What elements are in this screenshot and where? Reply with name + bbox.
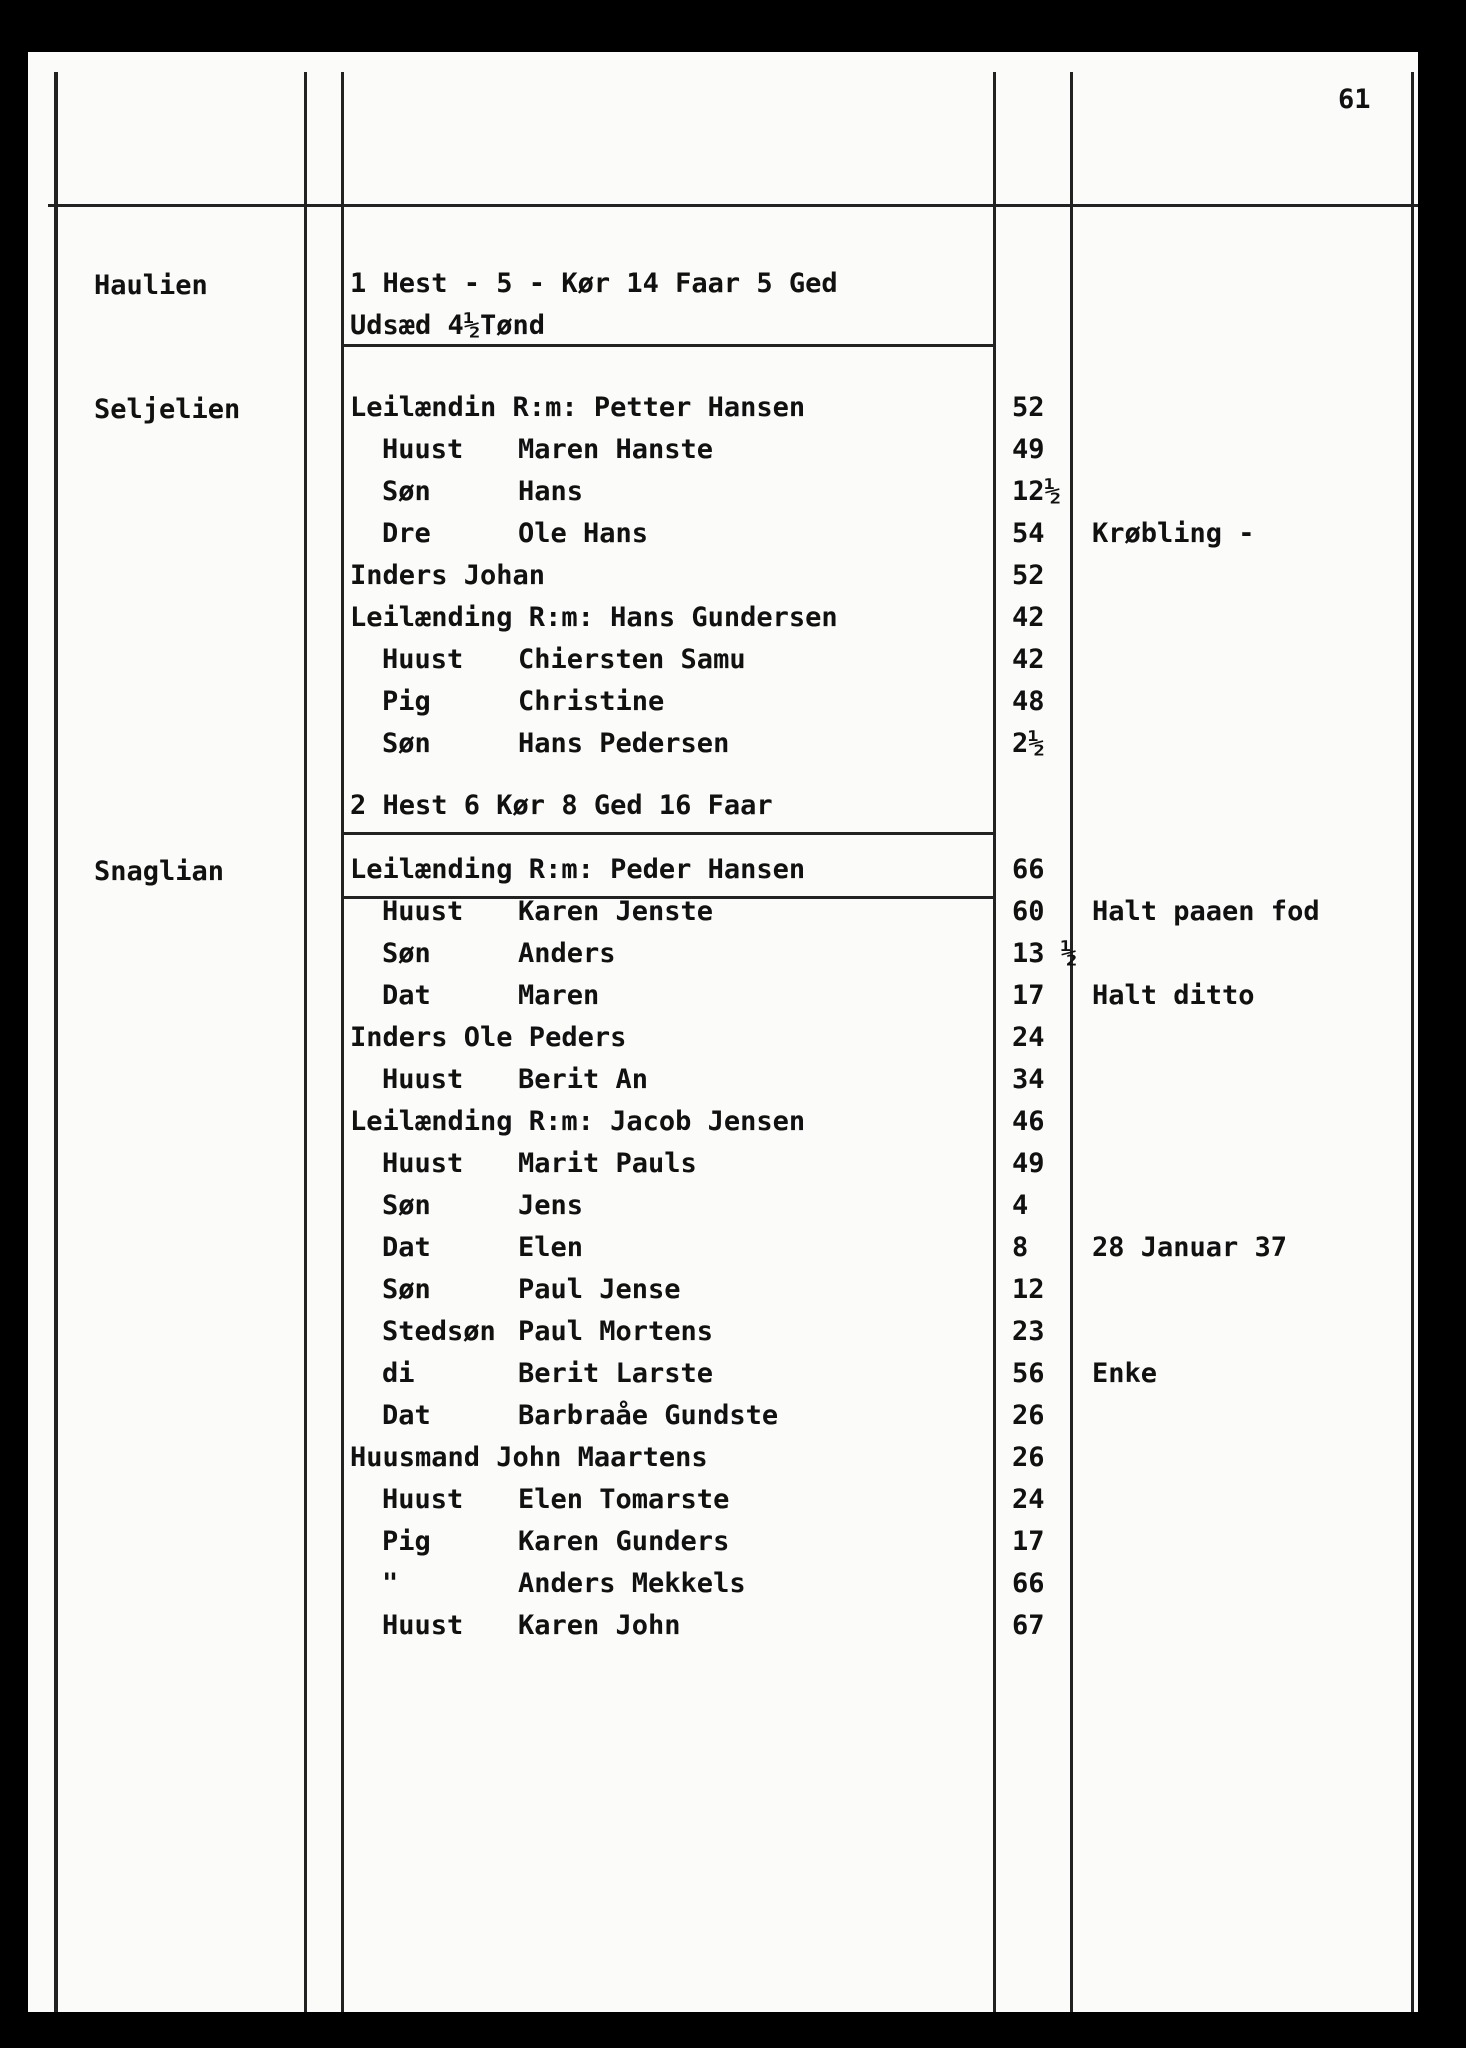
table-row <box>28 392 1418 432</box>
person-role: Stedsøn <box>382 1316 496 1347</box>
person-age: 46 <box>1012 1106 1045 1137</box>
table-row <box>28 1484 1418 1524</box>
person-name: Jens <box>518 1190 584 1221</box>
person-age: 52 <box>1012 392 1045 423</box>
table-row <box>28 602 1418 642</box>
person-role: Huust <box>382 1610 464 1641</box>
seed-line <box>28 310 1418 350</box>
person-role: Dre <box>382 518 431 549</box>
person-role: Huust <box>382 896 464 927</box>
person-age: 49 <box>1012 1148 1045 1179</box>
person-age: 54 <box>1012 518 1045 549</box>
person-role: Søn <box>382 1274 431 1305</box>
table-row <box>28 560 1418 600</box>
person-name: Maren Hanste <box>518 434 714 465</box>
person-note: Halt paaen fod <box>1092 896 1320 927</box>
person-name: Berit Larste <box>518 1358 714 1389</box>
person-name: Elen <box>518 1232 584 1263</box>
table-row <box>28 644 1418 684</box>
person-entry: Huusmand John Maartens <box>350 1442 708 1473</box>
person-role: Huust <box>382 1148 464 1179</box>
table-row <box>28 518 1418 558</box>
person-age: 8 <box>1012 1232 1029 1263</box>
person-name: Maren <box>518 980 600 1011</box>
person-entry: Leilændin R:m: Petter Hansen <box>350 392 806 423</box>
person-note: 28 Januar 37 <box>1092 1232 1288 1263</box>
person-name: Paul Mortens <box>518 1316 714 1347</box>
person-name: Christine <box>518 686 665 717</box>
person-role: Søn <box>382 728 431 759</box>
table-row <box>28 686 1418 726</box>
person-name: Anders <box>518 938 616 969</box>
person-name: Hans Pedersen <box>518 728 730 759</box>
table-row <box>28 896 1418 936</box>
person-age: 13 ½ <box>1012 938 1078 969</box>
table-row <box>28 434 1418 474</box>
person-age: 12 <box>1012 1274 1045 1305</box>
person-name: Chiersten Samu <box>518 644 746 675</box>
table-row <box>28 1190 1418 1230</box>
seed-text: Udsæd 4½Tønd <box>350 310 546 341</box>
person-role: Pig <box>382 686 431 717</box>
person-age: 17 <box>1012 980 1045 1011</box>
person-role: Huust <box>382 644 464 675</box>
person-name: Barbraåe Gundste <box>518 1400 779 1431</box>
person-age: 12½ <box>1012 476 1061 507</box>
person-name: Paul Jense <box>518 1274 681 1305</box>
person-name: Hans <box>518 476 584 507</box>
person-entry: Leilænding R:m: Jacob Jensen <box>350 1106 806 1137</box>
person-age: 24 <box>1012 1484 1045 1515</box>
person-name: Anders Mekkels <box>518 1568 746 1599</box>
table-row <box>28 938 1418 978</box>
person-age: 49 <box>1012 434 1045 465</box>
person-role: di <box>382 1358 415 1389</box>
person-name: Berit An <box>518 1064 649 1095</box>
table-row <box>28 476 1418 516</box>
person-age: 4 <box>1012 1190 1029 1221</box>
person-entry: Leilænding R:m: Hans Gundersen <box>350 602 838 633</box>
person-note: Enke <box>1092 1358 1158 1389</box>
header-rule <box>48 204 1418 207</box>
table-row <box>28 728 1418 768</box>
register-page <box>28 52 1418 2012</box>
person-age: 48 <box>1012 686 1045 717</box>
page-number: 61 <box>1338 84 1371 115</box>
livestock-text: 1 Hest - 5 - Kør 14 Faar 5 Ged <box>350 268 838 299</box>
table-row <box>28 1526 1418 1566</box>
person-age: 66 <box>1012 1568 1045 1599</box>
person-age: 17 <box>1012 1526 1045 1557</box>
person-note: Krøbling - <box>1092 518 1255 549</box>
person-age: 34 <box>1012 1064 1045 1095</box>
person-entry: Leilænding R:m: Peder Hansen <box>350 854 806 885</box>
person-age: 67 <box>1012 1610 1045 1641</box>
person-age: 56 <box>1012 1358 1045 1389</box>
person-role: " <box>382 1568 399 1599</box>
table-row <box>28 1442 1418 1482</box>
person-name: Elen Tomarste <box>518 1484 730 1515</box>
person-age: 52 <box>1012 560 1045 591</box>
person-role: Søn <box>382 938 431 969</box>
place-name: Snaglian <box>94 856 225 887</box>
table-row <box>28 1022 1418 1062</box>
person-name: Ole Hans <box>518 518 649 549</box>
table-row <box>28 790 1418 830</box>
table-row <box>28 1610 1418 1650</box>
person-age: 60 <box>1012 896 1045 927</box>
person-name: Karen Jenste <box>518 896 714 927</box>
person-age: 66 <box>1012 854 1045 885</box>
person-role: Dat <box>382 1400 431 1431</box>
person-name: Karen Gunders <box>518 1526 730 1557</box>
place-name: Haulien <box>94 270 208 301</box>
person-role: Huust <box>382 1064 464 1095</box>
table-row <box>28 1106 1418 1146</box>
person-entry: Inders Johan <box>350 560 546 591</box>
table-row <box>28 1358 1418 1398</box>
person-age: 42 <box>1012 602 1045 633</box>
person-age: 2½ <box>1012 728 1045 759</box>
table-row <box>28 1232 1418 1272</box>
table-row <box>28 1568 1418 1608</box>
person-age: 42 <box>1012 644 1045 675</box>
person-name: Marit Pauls <box>518 1148 697 1179</box>
table-row <box>28 1148 1418 1188</box>
table-row <box>28 980 1418 1020</box>
person-role: Søn <box>382 1190 431 1221</box>
person-role: Pig <box>382 1526 431 1557</box>
person-role: Dat <box>382 980 431 1011</box>
person-role: Huust <box>382 1484 464 1515</box>
person-role: Søn <box>382 476 431 507</box>
person-note: Halt ditto <box>1092 980 1255 1011</box>
livestock-line <box>28 268 1418 308</box>
person-age: 26 <box>1012 1400 1045 1431</box>
table-row <box>28 1064 1418 1104</box>
person-entry: 2 Hest 6 Kør 8 Ged 16 Faar <box>350 790 773 821</box>
place-name: Seljelien <box>94 394 241 425</box>
section-rule <box>341 832 996 835</box>
person-entry: Inders Ole Peders <box>350 1022 627 1053</box>
table-row <box>28 1316 1418 1356</box>
table-row <box>28 1274 1418 1314</box>
person-name: Karen John <box>518 1610 681 1641</box>
person-role: Dat <box>382 1232 431 1263</box>
table-row <box>28 854 1418 894</box>
person-age: 26 <box>1012 1442 1045 1473</box>
person-age: 23 <box>1012 1316 1045 1347</box>
person-age: 24 <box>1012 1022 1045 1053</box>
person-role: Huust <box>382 434 464 465</box>
table-row <box>28 1400 1418 1440</box>
